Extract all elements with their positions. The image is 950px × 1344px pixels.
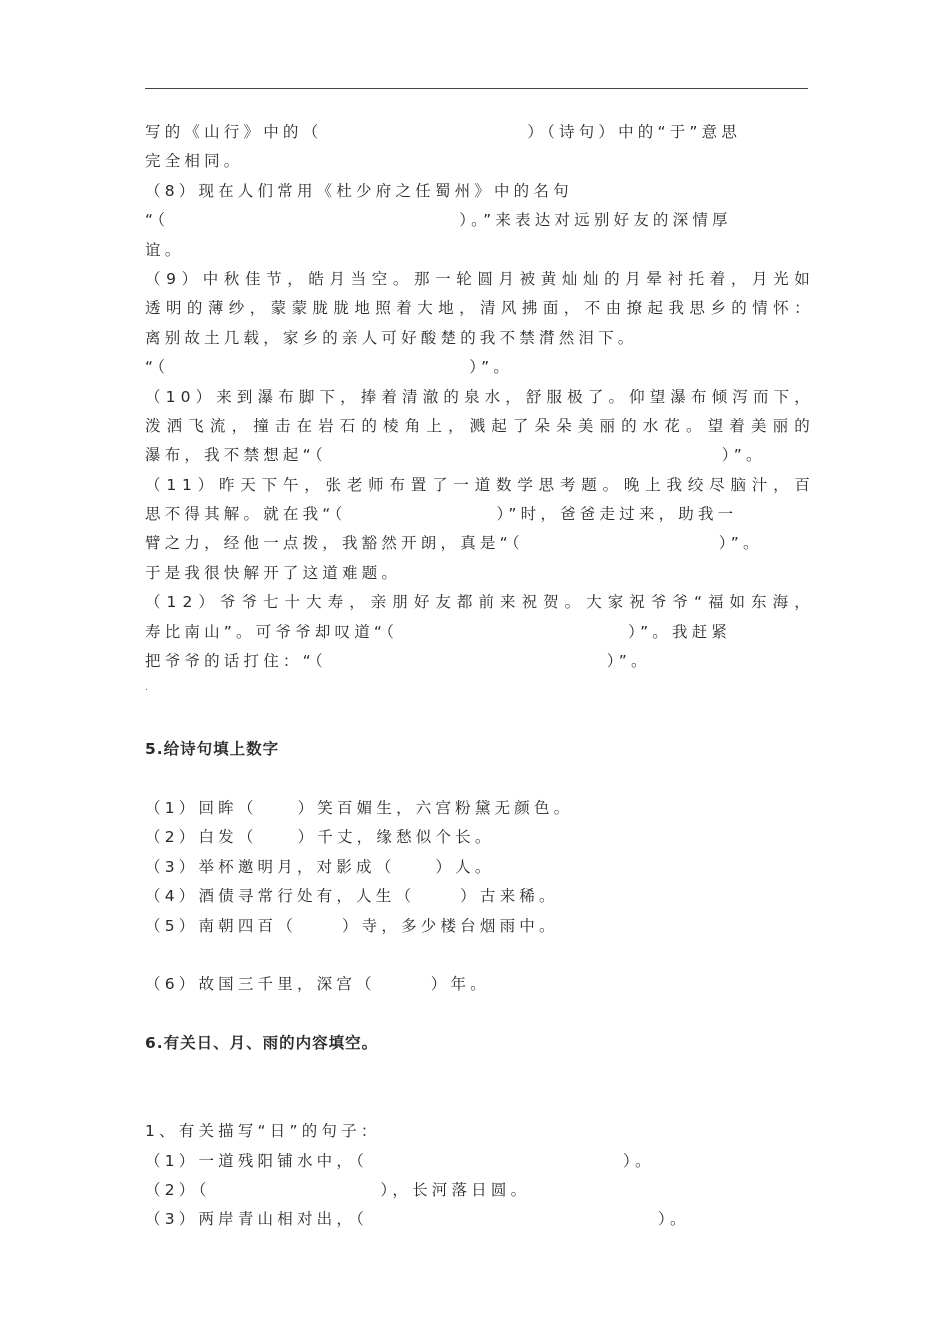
sun-fill-item bbox=[145, 1176, 810, 1205]
question-line: （ 1 1 ） 昨 天 下 午 ， 张 老 师 布 置 了 一 道 数 学 思 考 题 。 晚 上 我 绞 尽 脑 汁 ， 百 bbox=[145, 475, 810, 494]
prompt-text: ）。 bbox=[658, 1210, 690, 1229]
poem-fill-item bbox=[145, 794, 810, 823]
prompt-text: 把爷爷的话打住：“（ bbox=[145, 652, 327, 671]
prompt-text: ）人。 bbox=[435, 857, 495, 876]
question-5-items bbox=[145, 794, 810, 941]
section-spacer bbox=[145, 765, 810, 794]
prompt-text: 臂之力，经他一点拨，我豁然开朗，真是“（ bbox=[145, 534, 524, 553]
sun-fill-item bbox=[145, 1147, 810, 1176]
prompt-text: （2）（ bbox=[145, 1181, 211, 1200]
question-4-continued bbox=[145, 118, 810, 676]
prompt-text: ），长河落日圆。 bbox=[380, 1181, 531, 1200]
prompt-text: 瀑布，我不禁想起“（ bbox=[145, 446, 327, 465]
poem-fill-item bbox=[145, 853, 810, 882]
prompt-text: ）。”来表达对远别好友的深情厚 bbox=[459, 211, 732, 230]
question-line bbox=[145, 529, 810, 558]
prompt-text: ）寺，多少楼台烟雨中。 bbox=[341, 916, 559, 935]
question-line bbox=[145, 206, 810, 235]
question-line bbox=[145, 353, 810, 382]
prompt-text: ）笑百媚生，六宫粉黛无颜色。 bbox=[297, 798, 574, 817]
prompt-text: ）”时，爸爸走过来，助我一 bbox=[496, 505, 738, 524]
question-line bbox=[145, 618, 810, 647]
question-line: 泼 洒 飞 流 ， 撞 击 在 岩 石 的 棱 角 上 ， 溅 起 了 朵 朵 美 丽 的 水 花 。 望 着 美 丽 的 bbox=[145, 416, 810, 435]
prompt-text: “（ bbox=[145, 211, 170, 230]
prompt-text: ）（诗句）中的“于”意思 bbox=[527, 123, 742, 141]
prompt-text: （3）举杯邀明月，对影成（ bbox=[145, 857, 396, 876]
header-rule bbox=[145, 88, 808, 89]
sun-fill-item bbox=[145, 1205, 810, 1234]
prompt-text: ）。 bbox=[623, 1151, 655, 1170]
question-5-heading: 5.给诗句填上数字 bbox=[145, 740, 280, 759]
prompt-text: ）”。 bbox=[721, 446, 766, 465]
prompt-text: （1）一道残阳铺水中，（ bbox=[145, 1151, 369, 1170]
section-spacer bbox=[145, 941, 810, 970]
question-line: （ 1 2 ） 爷 爷 七 十 大 寿 ， 亲 朋 好 友 都 前 来 祝 贺 。 大 家 祝 爷 爷 “ 福 如 东 海 ， bbox=[145, 593, 810, 612]
prompt-text: ）”。 bbox=[469, 358, 514, 377]
prompt-text: （6）故国三千里，深宫（ bbox=[145, 975, 376, 994]
question-6-heading: 6.有关日、月、雨的内容填空。 bbox=[145, 1034, 379, 1053]
question-line: （8）现在人们常用《杜少府之任蜀州》中的名句 bbox=[145, 181, 573, 200]
question-line bbox=[145, 647, 810, 676]
prompt-text: ）古来稀。 bbox=[460, 887, 559, 906]
question-line: 于是我很快解开了这道难题。 bbox=[145, 563, 402, 582]
section-spacer bbox=[145, 1000, 810, 1029]
prompt-text: “（ bbox=[145, 358, 170, 377]
prompt-text: 寿比南山”。可爷爷却叹道“（ bbox=[145, 622, 399, 641]
section-spacer bbox=[145, 1059, 810, 1088]
question-line: 离别故土几载，家乡的亲人可好酸楚的我不禁潸然泪下。 bbox=[145, 328, 638, 347]
question-line: 完全相同。 bbox=[145, 152, 244, 171]
question-6-items bbox=[145, 1147, 810, 1235]
poem-fill-item bbox=[145, 912, 810, 941]
question-5-items-tail bbox=[145, 970, 810, 999]
prompt-text: ）年。 bbox=[430, 975, 490, 994]
prompt-text: （5）南朝四百（ bbox=[145, 916, 297, 935]
question-line: 透 明 的 薄 纱 ， 蒙 蒙 胧 胧 地 照 着 大 地 ， 清 风 拂 面 ， 不 由 撩 起 我 思 乡 的 情 怀 ： bbox=[145, 299, 810, 318]
worksheet-content bbox=[145, 118, 810, 1235]
prompt-text: （2）白发（ bbox=[145, 828, 258, 847]
prompt-text: 思不得其解。就在我“（ bbox=[145, 505, 347, 524]
prompt-text: ）千丈，缘愁似个长。 bbox=[297, 828, 495, 847]
prompt-text: （4）酒债寻常行处有，人生（ bbox=[145, 887, 416, 906]
prompt-text: （1）回眸（ bbox=[145, 798, 258, 817]
section-spacer bbox=[145, 1088, 810, 1117]
prompt-text: （3）两岸青山相对出，（ bbox=[145, 1210, 369, 1229]
question-line bbox=[145, 441, 810, 470]
question-line bbox=[145, 118, 810, 147]
prompt-text: ）”。 bbox=[718, 534, 763, 553]
stray-dot: · bbox=[145, 685, 149, 697]
prompt-text: ）”。 bbox=[606, 652, 651, 671]
question-line: （ 9 ） 中 秋 佳 节 ， 皓 月 当 空 。 那 一 轮 圆 月 被 黄 灿 灿 的 月 晕 衬 托 着 ， 月 光 如 bbox=[145, 269, 810, 288]
poem-fill-item bbox=[145, 823, 810, 852]
question-line: 谊。 bbox=[145, 240, 185, 259]
question-line: （ 1 0 ） 来 到 瀑 布 脚 下 ， 捧 着 清 澈 的 泉 水 ， 舒 服 极 了 。 仰 望 瀑 布 倾 泻 而 下 ， bbox=[145, 387, 810, 406]
prompt-text: 写的《山行》中的（ bbox=[145, 123, 323, 141]
poem-fill-item bbox=[145, 882, 810, 911]
question-line bbox=[145, 500, 810, 529]
poem-fill-item bbox=[145, 970, 810, 999]
section-spacer bbox=[145, 706, 810, 735]
prompt-text: ）”。我赶紧 bbox=[628, 622, 732, 641]
question-6-subheading: 1、有关描写“日”的句子： bbox=[145, 1122, 381, 1141]
